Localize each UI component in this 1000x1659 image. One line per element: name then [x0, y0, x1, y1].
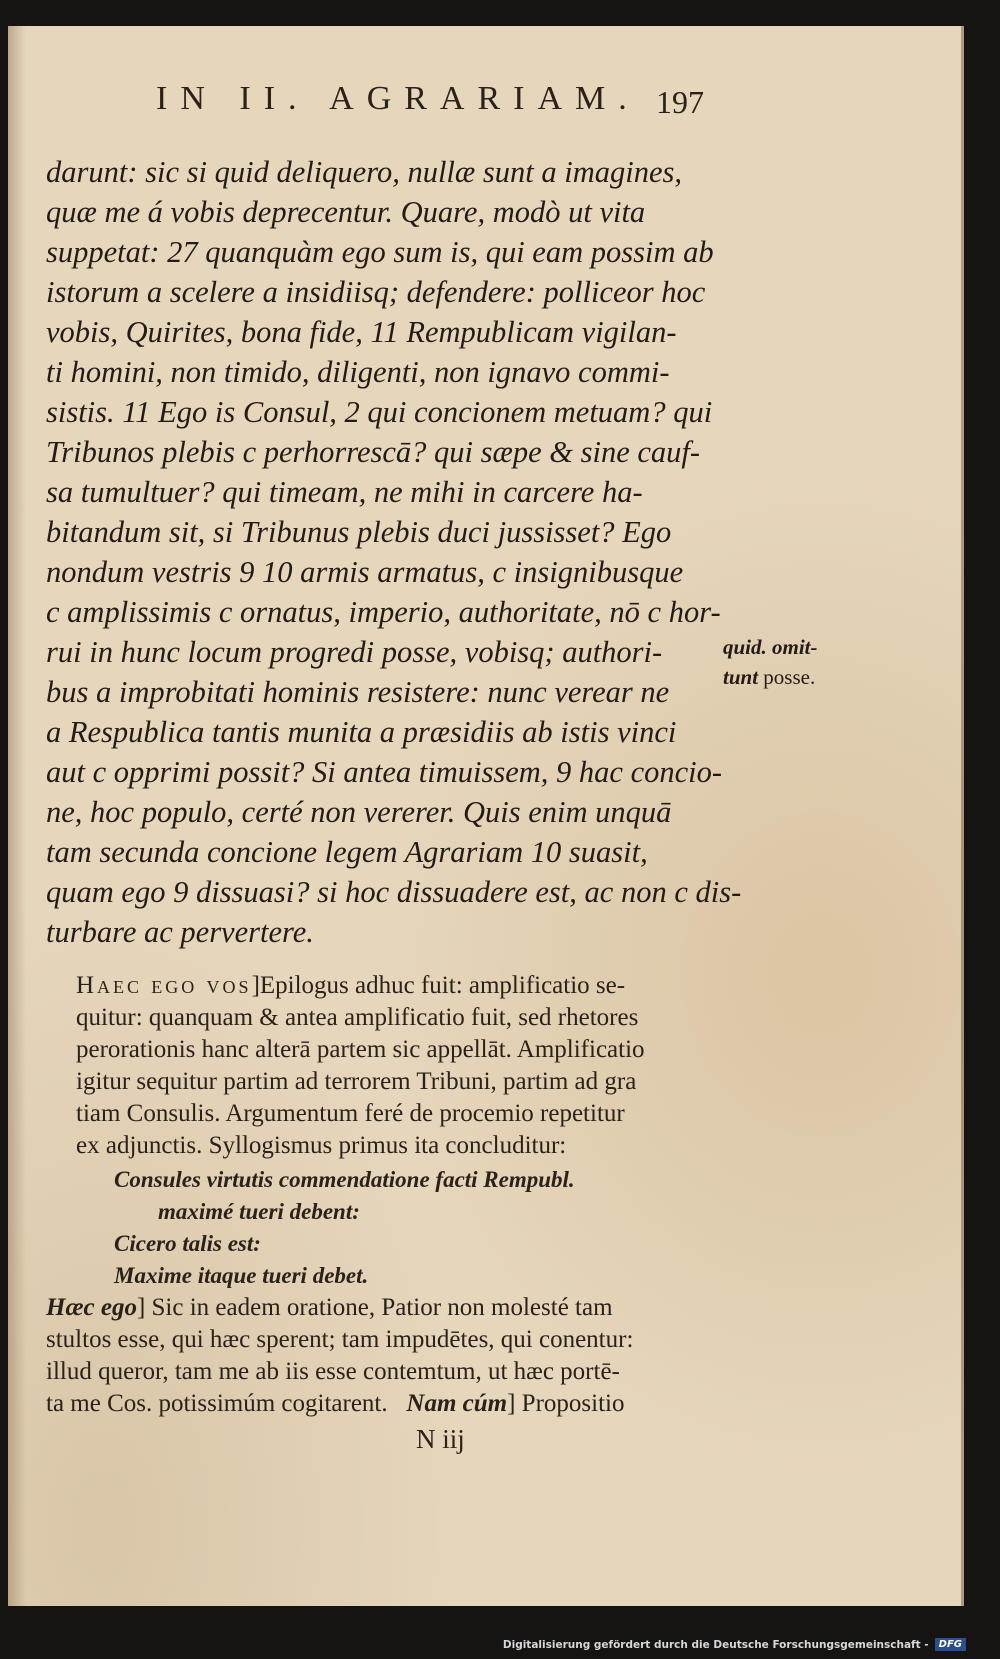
text-line: a Respublica tantis munita a præsidiis ab istis vinci [46, 715, 677, 749]
syllogism-line: maximé tueri debent: [158, 1199, 360, 1224]
commentary-block-2 [46, 1292, 726, 1420]
text-line: quam ego 9 dissuasi? si hoc dissuadere est, ac non c dis- [46, 875, 742, 909]
commentary2-lemma: Hæc ego [46, 1294, 137, 1321]
commentary2-lemma-2: Nam cúm [406, 1390, 508, 1417]
commentary-line: tiam Consulis. Argumentum feré de procemio repetitur [76, 1100, 625, 1127]
commentary-line: igitur sequitur partim ad terrorem Tribuni, partim ad gra [76, 1068, 637, 1095]
text-line: bitandum sit, si Tribunus plebis duci jussisset? Ego [46, 515, 672, 549]
signature-mark: N iij [416, 1424, 465, 1454]
margin-note-italic: quid. omit- [723, 635, 818, 659]
text-line: bus a improbitati hominis resistere: nunc verear ne [46, 675, 670, 709]
commentary-line: ex adjunctis. Syllogismus primus ita concluditur: [76, 1132, 567, 1159]
text-line: aut c opprimi possit? Si antea timuissem, 9 hac concio- [46, 755, 723, 789]
text-line: darunt: sic si quid deliquero, nullæ sunt a imagines, [46, 155, 682, 189]
syllogism-line: Cicero talis est: [114, 1231, 261, 1256]
commentary2-text: ta me Cos. potissimúm cogitarent. [46, 1390, 388, 1417]
syllogism-line: Maxime itaque tueri debet. [114, 1263, 369, 1288]
dfg-logo: DFG [935, 1638, 966, 1651]
text-line: sa tumultuer? qui timeam, ne mihi in carcere ha- [46, 475, 643, 509]
running-head: IN II. AGRARIAM. [156, 80, 640, 117]
commentary2-line: stultos esse, qui hæc sperent; tam impudētes, qui conentur: [46, 1326, 634, 1353]
text-line: istorum a scelere a insidiisq; defendere: polliceor hoc [46, 275, 706, 309]
text-line: turbare ac pervertere. [46, 915, 314, 949]
digitization-footer [503, 1638, 966, 1651]
text-line: sistis. 11 Ego is Consul, 2 qui concionem metuam? qui [46, 395, 713, 429]
commentary-first-line [76, 970, 726, 1002]
commentary-line: quitur: quanquam & antea amplificatio fuit, sed rhetores [76, 1004, 639, 1031]
text-line: tam secunda concione legem Agrariam 10 suasit, [46, 835, 648, 869]
margin-note [723, 632, 818, 692]
text-line: c amplissimis c ornatus, imperio, authoritate, nō c hor- [46, 595, 721, 629]
margin-note-roman: posse. [763, 665, 816, 689]
commentary2-text: ] Propositio [507, 1390, 625, 1417]
text-line: vobis, Quirites, bona fide, 11 Rempublicam vigilan- [46, 315, 677, 349]
commentary-block [76, 970, 726, 1162]
commentary-line: perorationis hanc alterā partem sic appellāt. Amplificatio [76, 1036, 645, 1063]
footer-text: Digitalisierung gefördert durch die Deutsche Forschungsgemeinschaft - [502, 1638, 929, 1651]
commentary2-text: ] Sic in eadem oratione, Patior non molesté tam [136, 1294, 613, 1321]
syllogism-block [114, 1164, 734, 1292]
commentary2-first-line [46, 1292, 726, 1324]
text-line: rui in hunc locum progredi posse, vobisq; authori- [46, 635, 663, 669]
text-line: ne, hoc populo, certé non vererer. Quis enim unquā [46, 795, 672, 829]
text-line: ti homini, non timido, diligenti, non ignavo commi- [46, 355, 670, 389]
text-line: quæ me á vobis deprecentur. Quare, modò ut vita [46, 195, 646, 229]
margin-note-italic-2: tunt [723, 665, 759, 689]
commentary2-line: illud queror, tam me ab iis esse contemtum, ut hæc portē- [46, 1358, 620, 1385]
text-line: Tribunos plebis c perhorrescā? qui sæpe & sine cauf- [46, 435, 701, 469]
commentary-lemma: Haec ego vos [76, 972, 252, 999]
text-line: suppetat: 27 quanquàm ego sum is, qui eam possim ab [46, 235, 714, 269]
page-number: 197 [656, 84, 704, 120]
syllogism-line: Consules virtutis commendatione facti Rempubl. [114, 1167, 575, 1192]
text-line: nondum vestris 9 10 armis armatus, c insignibusque [46, 555, 684, 589]
book-page [8, 26, 964, 1606]
commentary2-last-line [46, 1388, 726, 1420]
commentary-line: ]Epilogus adhuc fuit: amplificatio se- [251, 972, 626, 999]
